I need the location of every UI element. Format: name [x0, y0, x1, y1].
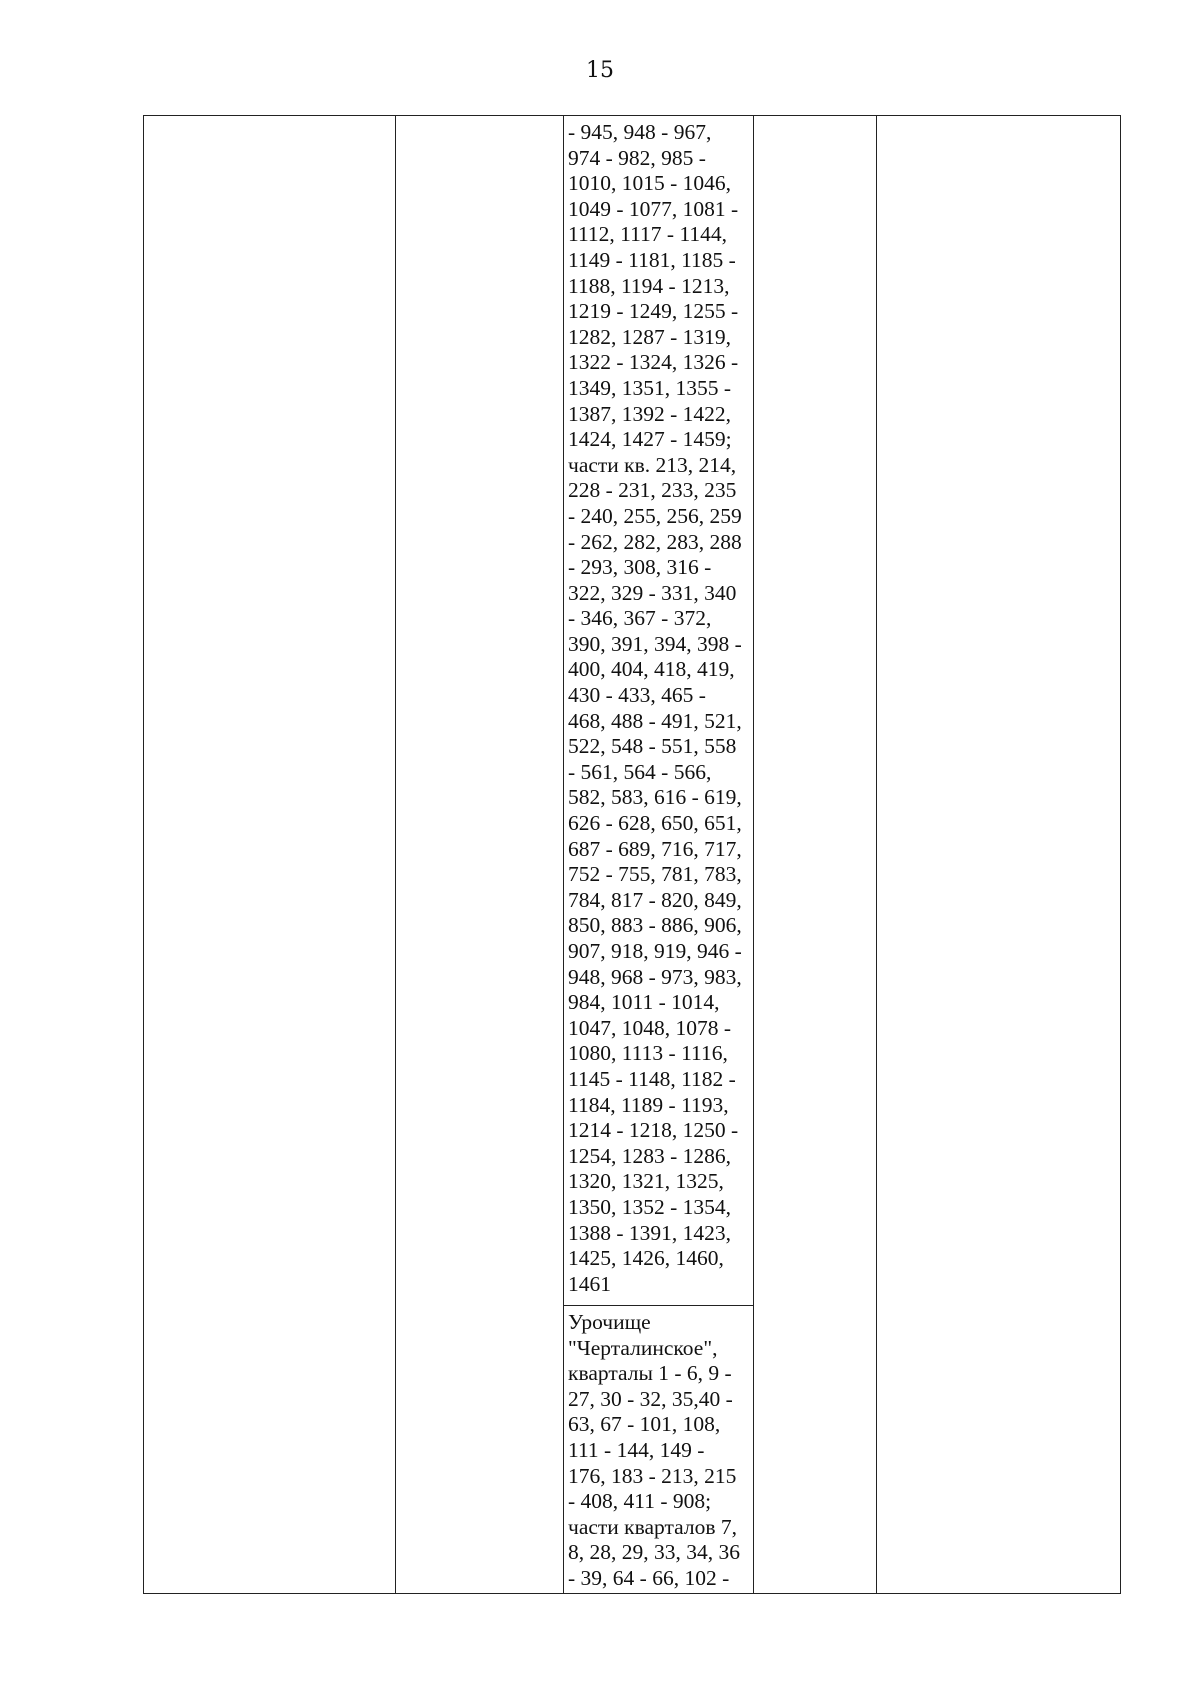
- quarters-list-text: - 945, 948 - 967, 974 - 982, 985 - 1010, 1015 - 1046, 1049 - 1077, 1081 - 1112, 1117 - 1144, 1149 - 1181, 1185 - 1188, 1194 - 1213, 1219 - 1249, 1255 - 1282, 1287 - 1319, 1322 - 1324, 1326 - 1349, 1351, 1355 - 1387, 1392 - 1422, 1424, 1427 - 1459; части кв. 213, 214, 228 - 231, 233, 235 - 240, 255, 256, 259 - 262, 282, 283, 288 - 293, 308, 316 - 322, 329 - 331, 340 - 346, 367 - 372, 390, 391, 394, 398 - 400, 404, 418, 419, 430 - 433, 465 - 468, 488 - 491, 521, 522, 548 - 551, 558 - 561, 564 - 566, 582, 583, 616 - 619, 626 - 628, 650, 651, 687 - 689, 716, 717, 752 - 755, 781, 783, 784, 817 - 820, 849, 850, 883 - 886, 906, 907, 918, 919, 946 - 948, 968 - 973, 983, 984, 1011 - 1014, 1047, 1048, 1078 - 1080, 1113 - 1116, 1145 - 1148, 1182 - 1184, 1189 - 1193, 1214 - 1218, 1250 - 1254, 1283 - 1286, 1320, 1321, 1325, 1350, 1352 - 1354, 1388 - 1391, 1423, 1425, 1426, 1460, 1461: [568, 120, 742, 1296]
- cell-text: [754, 116, 876, 120]
- table-cell-col2: [396, 116, 564, 1594]
- table-row: [144, 116, 1121, 1306]
- cell-text: [877, 116, 1120, 120]
- cell-text: [144, 116, 395, 120]
- page-number: 15: [586, 58, 614, 83]
- tract-description-text: Урочище "Черталинское", кварталы 1 - 6, 9 - 27, 30 - 32, 35,40 - 63, 67 - 101, 108, 111 - 144, 149 - 176, 183 - 213, 215 - 408, 411 - 908; части кварталов 7, 8, 28, 29, 33, 34, 36 - 39, 64 - 66, 102 -: [568, 1310, 740, 1590]
- table-cell-col4: [754, 116, 877, 1594]
- table-cell-col1: [144, 116, 396, 1594]
- table-cell-quarters-list: [564, 116, 754, 1306]
- cell-text: [396, 116, 563, 120]
- table-cell-col5: [877, 116, 1121, 1594]
- table-cell-tract-description: [564, 1306, 754, 1594]
- document-table: [143, 115, 1121, 1594]
